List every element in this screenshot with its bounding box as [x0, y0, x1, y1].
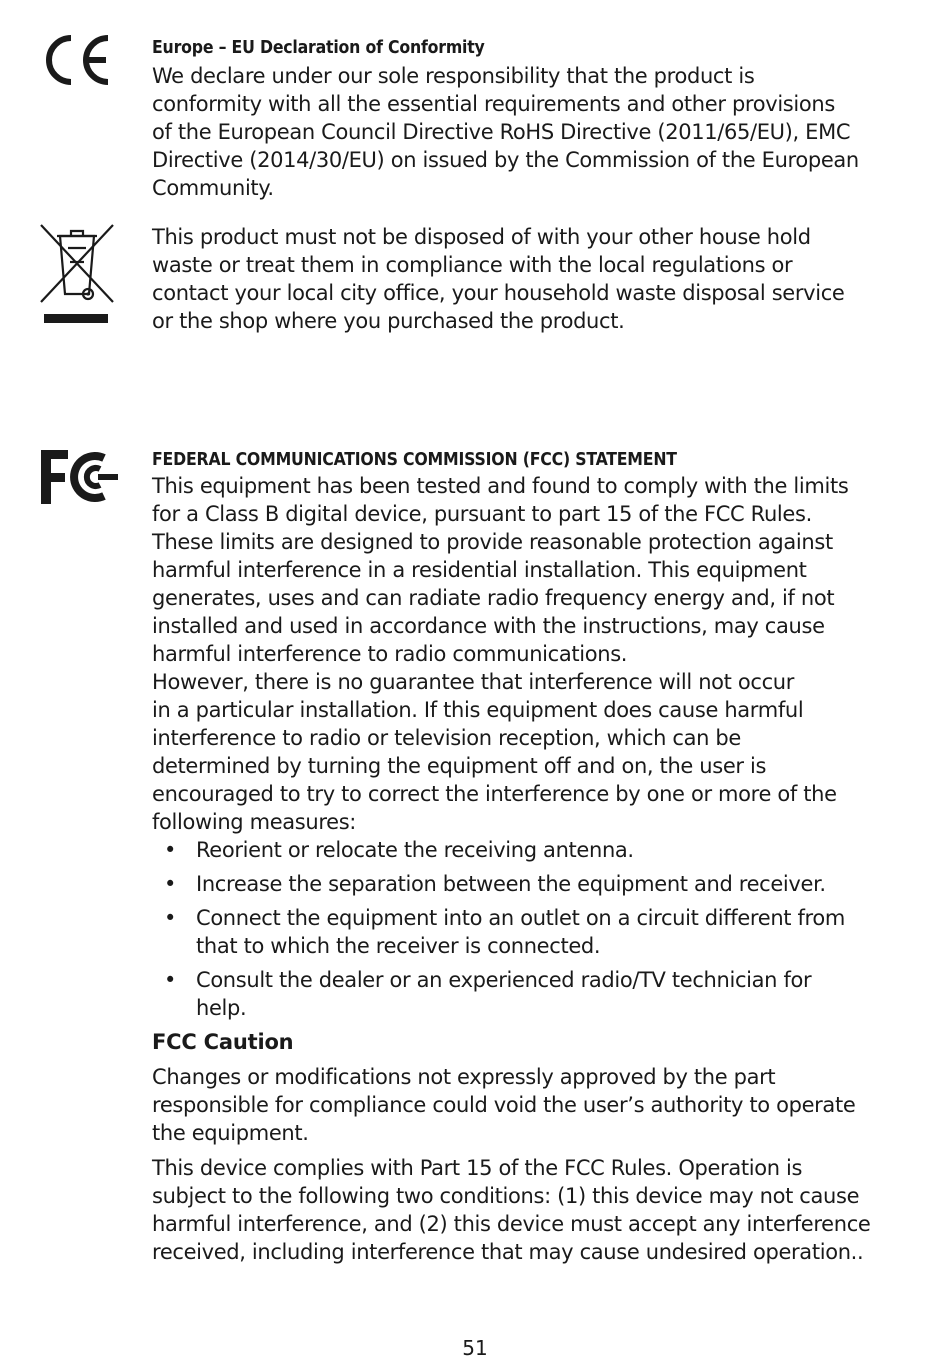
list-item — [152, 870, 922, 898]
fcc-caution-text: Changes or modifications not expressly approved by the part responsible for compliance could void the user’s authority to operate the equipment. — [152, 1065, 856, 1145]
crossed-out-wheelie-bin-icon — [38, 222, 116, 326]
measure-text: Consult the dealer or an experienced radio/TV technician for help. — [196, 968, 812, 1020]
eu-declaration-heading: Europe – EU Declaration of Conformity — [152, 38, 485, 58]
measure-text: Connect the equipment into an outlet on a circuit different from that to which the receiver is connected. — [196, 906, 845, 958]
measure-text: Reorient or relocate the receiving antenna. — [196, 838, 634, 862]
bullet-icon: • — [164, 968, 177, 992]
fcc-logo-icon — [38, 447, 122, 507]
bullet-icon: • — [164, 906, 177, 930]
fcc-statement-heading: FEDERAL COMMUNICATIONS COMMISSION (FCC) STATEMENT — [152, 450, 677, 470]
fcc-caution-title: FCC Caution — [152, 1030, 294, 1054]
list-item — [152, 904, 922, 960]
fcc-statement-section — [152, 448, 922, 1266]
fcc-measures-list — [152, 836, 922, 1022]
bullet-icon: • — [164, 872, 177, 896]
page-number: 51 — [462, 1336, 488, 1360]
fcc-statement-intro: This equipment has been tested and found to comply with the limits for a Class B digital device, pursuant to part 15 of the FCC Rules. These limits are designed to provide reasonable protection against harmful interference in a residential installation. This equipment generates, uses and can radiate radio frequency energy and, if not installed and used in accordance with the instructions, may cause harmful interference to radio communications. However, there is no guarantee that interference will not occur in a particular installation. If this equipment does cause harmful interference to radio or television reception, which can be determined by turning the equipment off and on, the user is encouraged to try to correct the interference by one or more of the following measures: — [152, 474, 849, 834]
ce-mark-icon — [40, 33, 112, 87]
weee-disposal-text: This product must not be disposed of with your other house hold waste or treat them in compliance with the local regulations or contact your local city office, your household waste disposal service or the shop where you purchased the product. — [152, 225, 845, 333]
fcc-compliance-text: This device complies with Part 15 of the FCC Rules. Operation is subject to the following two conditions: (1) this device may not cause harmful interference, and (2) this device must accept any interference received, including interference that may cause undesired operation.. — [152, 1156, 871, 1264]
list-item — [152, 966, 922, 1022]
list-item — [152, 836, 922, 864]
eu-declaration-section — [152, 36, 922, 202]
bullet-icon: • — [164, 838, 177, 862]
eu-declaration-text: We declare under our sole responsibility that the product is conformity with all the essential requirements and other provisions of the European Council Directive RoHS Directive (2011/65/EU), EMC Directive (2014/30/EU) on issued by the Commission of the European Community. — [152, 64, 859, 200]
weee-disposal-section — [152, 223, 922, 335]
measure-text: Increase the separation between the equipment and receiver. — [196, 872, 826, 896]
